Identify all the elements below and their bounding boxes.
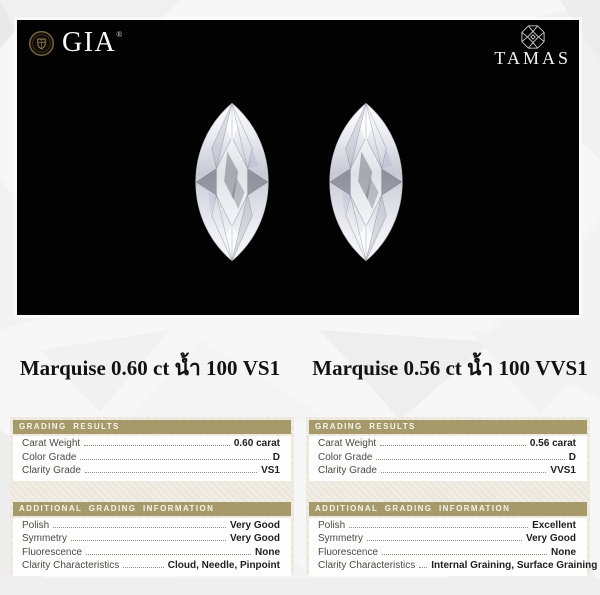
grading-panel-right [306,417,598,575]
tamas-logo [494,24,571,70]
dotted-leader [419,567,427,568]
dotted-leader [381,472,547,473]
grading-row: Fluorescence None [22,546,280,558]
dotted-leader [380,445,526,446]
tamas-diamond-icon [520,24,546,50]
grading-row: Clarity Characteristics Internal Graining, Surface Graining [318,560,598,571]
gia-logo [28,29,124,57]
dotted-leader [86,554,251,555]
dotted-leader [84,445,230,446]
caption-left-diamond: Marquise 0.60 ct น้ำ 100 VS1 [19,356,281,380]
diamond-image-left [193,98,271,266]
additional-grading-rows [309,518,598,576]
dotted-leader [85,472,257,473]
gia-emblem-icon [28,30,55,57]
grading-row: Color Grade D [318,451,576,463]
grading-panel-left [10,417,294,575]
gia-wordmark: GIA® [62,27,124,58]
grading-row: Carat Weight 0.56 carat [318,438,576,449]
dotted-leader [376,459,564,460]
grading-row: Symmetry Very Good [318,533,576,544]
grading-row: Clarity Characteristics Cloud, Needle, Pinpoint [22,560,280,571]
grading-results-header: GRADING RESULTS [309,420,587,434]
additional-grading-header: ADDITIONAL GRADING INFORMATION [13,502,291,516]
dotted-leader [53,527,226,528]
tamas-wordmark: TAMAS [494,48,571,68]
grading-row: Clarity Grade VVS1 [318,465,576,476]
hero-black-panel [17,20,579,315]
grading-row: Clarity Grade VS1 [22,465,280,476]
caption-row [0,341,600,396]
dotted-leader [80,459,268,460]
grading-results-header: GRADING RESULTS [13,420,291,434]
panel-spacer [13,481,291,502]
caption-right-diamond: Marquise 0.56 ct น้ำ 100 VVS1 [312,356,588,380]
additional-grading-rows [13,518,291,576]
grading-row: Symmetry Very Good [22,533,280,544]
additional-grading-header: ADDITIONAL GRADING INFORMATION [309,502,587,516]
dotted-leader [71,540,226,541]
dotted-leader [349,527,528,528]
grading-row: Color Grade D [22,451,280,463]
grading-results-rows [309,436,587,481]
grading-row: Polish Very Good [22,519,280,531]
dotted-leader [367,540,522,541]
registered-mark: ® [116,30,124,39]
grading-row: Fluorescence None [318,546,576,558]
dotted-leader [382,554,547,555]
dotted-leader [123,567,164,568]
diamond-image-right [327,98,405,266]
grading-row: Polish Excellent [318,519,576,531]
grading-row: Carat Weight 0.60 carat [22,438,280,449]
panel-spacer [309,481,587,502]
grading-results-rows [13,436,291,481]
